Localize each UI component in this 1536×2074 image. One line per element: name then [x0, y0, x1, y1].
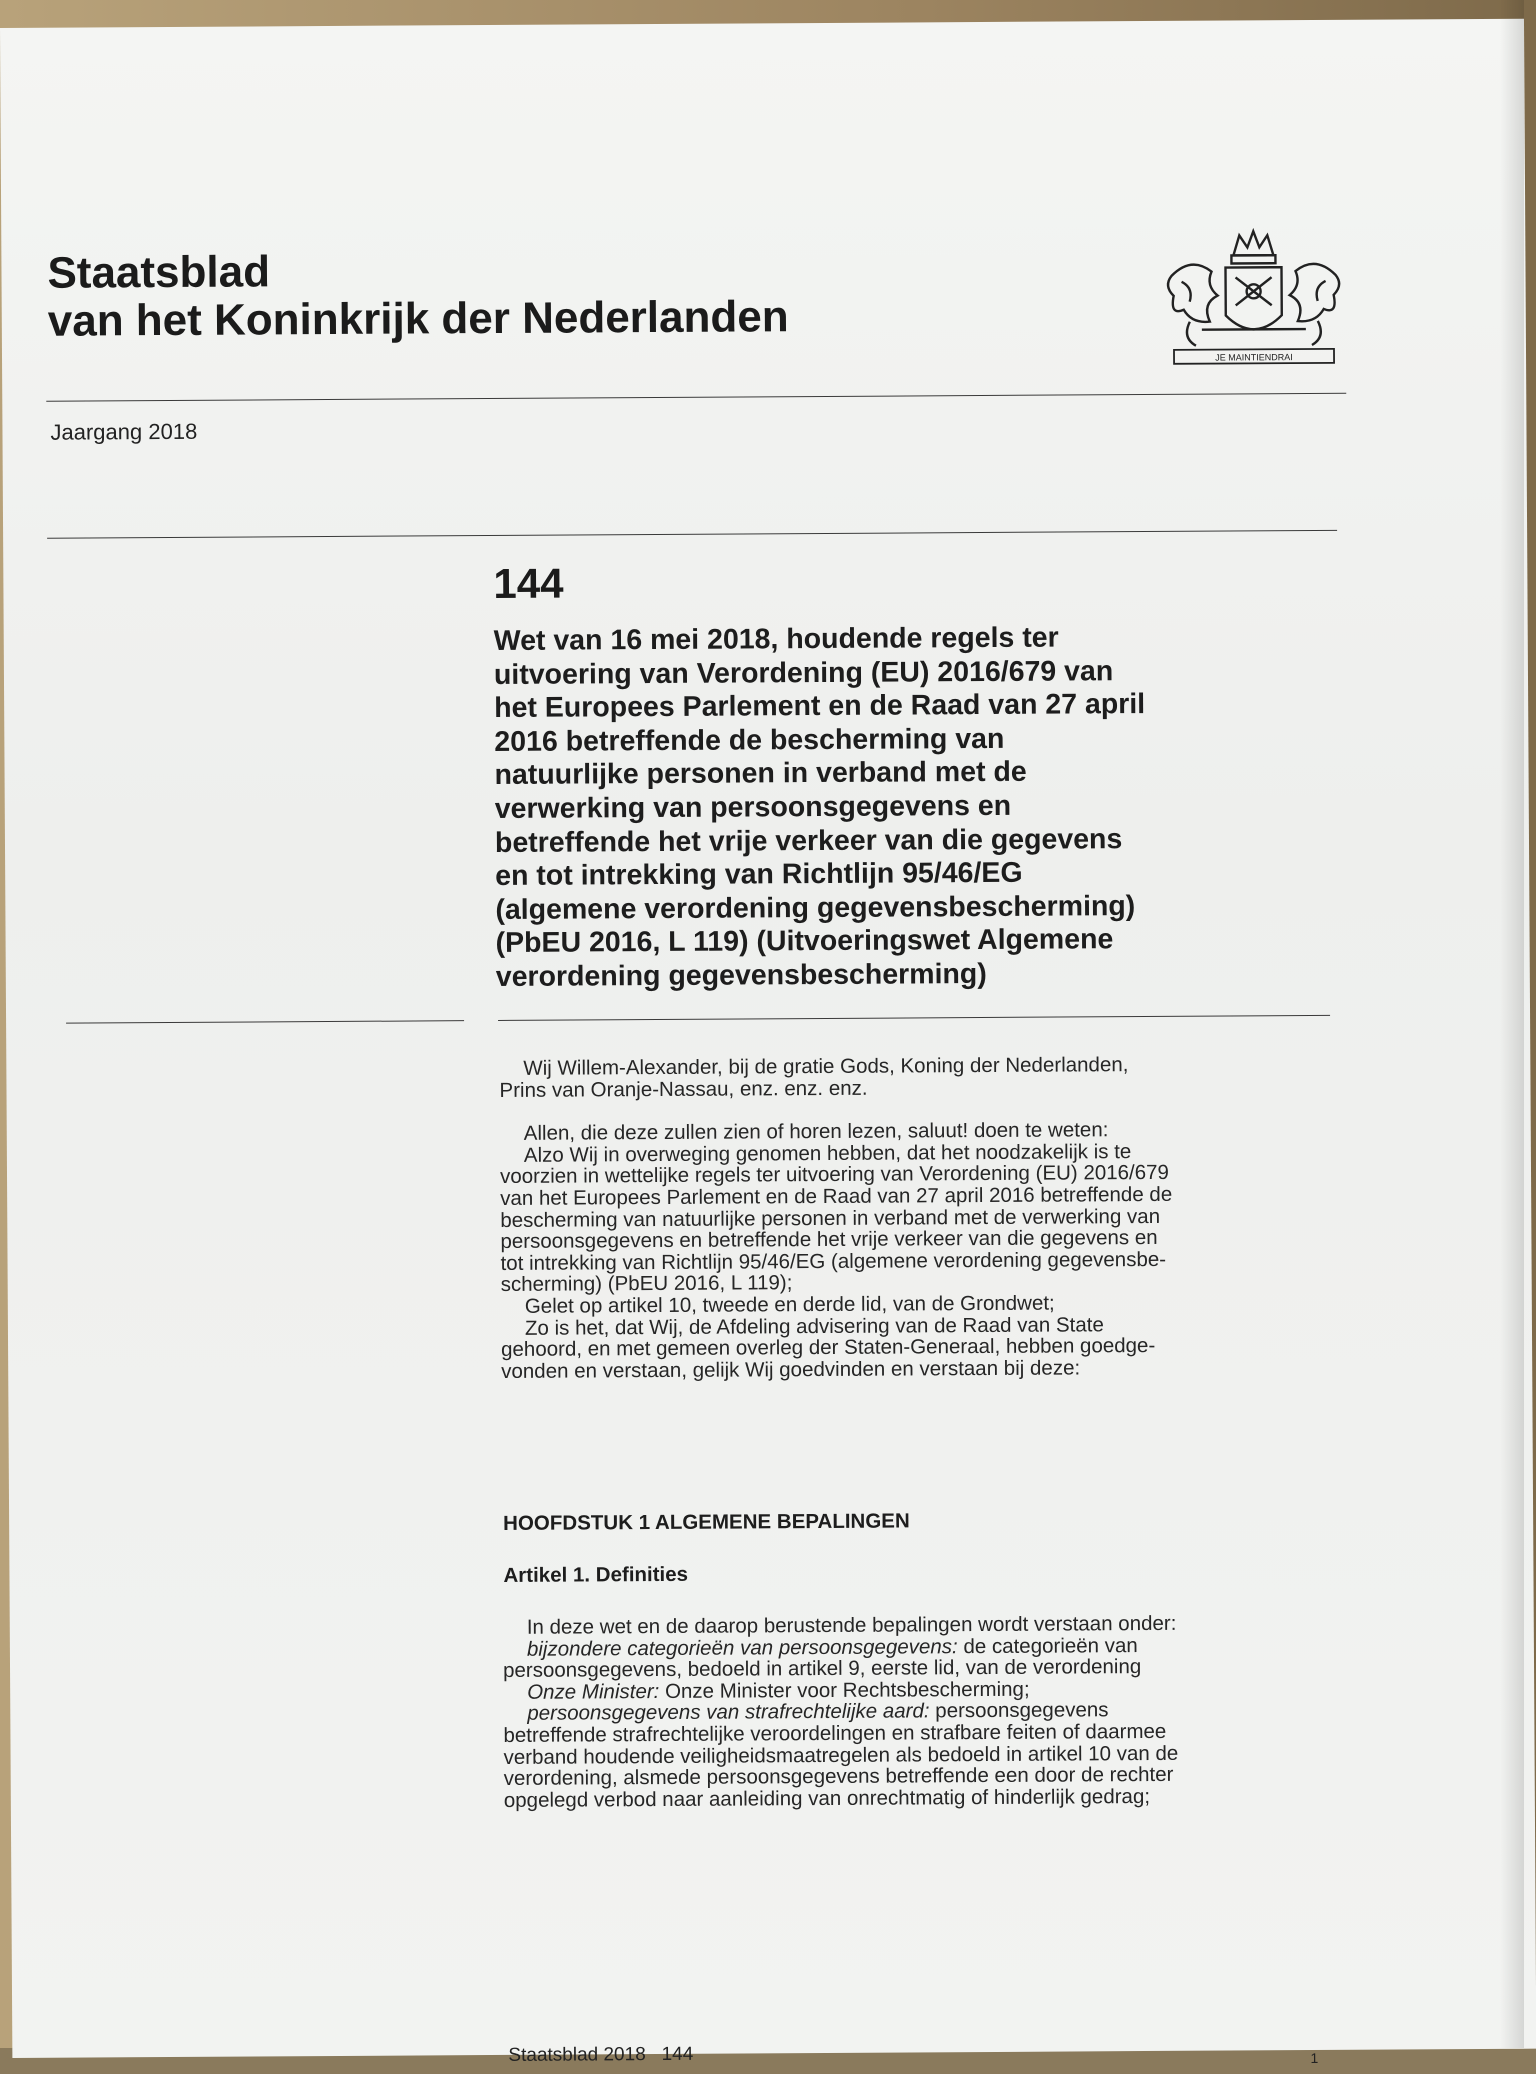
law-number: 144 [493, 559, 564, 607]
definition-term: Onze Minister: [527, 1679, 660, 1704]
publication-title-line1: Staatsblad [47, 247, 271, 298]
volume-year: Jaargang 2018 [50, 418, 198, 445]
definitions-intro: In deze wet en de daarop berustende bepalingen wordt verstaan onder: [526, 1611, 1177, 1639]
publication-title-line2: van het Koninkrijk der Nederlanden [47, 292, 789, 346]
law-title-line: verwerking van persoonsgegevens en [494, 789, 1012, 825]
definition-line: betreffende strafrechtelijke veroordelingen en strafbare feiten of daarmee [503, 1719, 1167, 1747]
definition-line: verordening, alsmede persoonsgegevens betreffende een door de rechter [503, 1763, 1174, 1791]
title-rule-right [498, 1015, 1330, 1021]
definition-line: bijzondere categorieën van persoonsgegevens: de categorieën van [526, 1633, 1138, 1661]
preamble-line: tot intrekking van Richtlijn 95/46/EG (algemene verordening gegevensbe- [500, 1247, 1167, 1275]
preamble [499, 1053, 1341, 1382]
law-title-line: (PbEU 2016, L 119) (Uitvoeringswet Algemene [495, 923, 1114, 960]
law-title-line: en tot intrekking van Richtlijn 95/46/EG [495, 856, 1023, 893]
section-rule [47, 530, 1337, 539]
header-rule [46, 393, 1346, 402]
title-rule-left [66, 1020, 464, 1023]
law-title-line: (algemene verordening gegevensbescherming) [495, 889, 1136, 926]
crest-motto: JE MAINTIENDRAI [1215, 352, 1293, 363]
preamble-line: Allen, die deze zullen zien of horen lezen, saluut! doen te weten: [523, 1118, 1109, 1146]
law-title-line: uitvoering van Verordening (EU) 2016/679 van [493, 654, 1114, 691]
law-title-line: natuurlijke personen in verband met de [494, 756, 1027, 792]
definitions [503, 1612, 1344, 1811]
preamble-line: van het Europees Parlement en de Raad van 27 april 2016 betreffende de [500, 1182, 1173, 1210]
chapter-heading: HOOFDSTUK 1 ALGEMENE BEPALINGEN [503, 1509, 910, 1535]
law-title-line: Wet van 16 mei 2018, houdende regels ter [493, 621, 1059, 657]
preamble-line: Gelet op artikel 10, tweede en derde lid, van de Grondwet; [524, 1291, 1055, 1318]
publication-title [47, 245, 788, 346]
law-title-line: het Europees Parlement en de Raad van 27 april [494, 688, 1146, 725]
definition-line: Onze Minister: Onze Minister voor Rechtsbescherming; [527, 1677, 1030, 1704]
preamble-line: voorzien in wettelijke regels ter uitvoering van Verordening (EU) 2016/679 [499, 1161, 1169, 1189]
definition-line: persoonsgegevens, bedoeld in artikel 9, eerste lid, van de verordening [502, 1655, 1142, 1683]
definition-line: verband houdende veiligheidsmaatregelen als bedoeld in artikel 10 van de [503, 1741, 1179, 1769]
definition-term: persoonsgegevens van strafrechtelijke aard: [527, 1699, 930, 1726]
royal-coat-of-arms-icon [1161, 225, 1346, 376]
preamble-line: gehoord, en met gemeen overleg der Staten-Generaal, hebben goedge- [501, 1334, 1156, 1362]
definition-term: bijzondere categorieën van persoonsgegevens: [526, 1634, 958, 1661]
preamble-line: Wij Willem-Alexander, bij de gratie Gods, Koning der Nederlanden, [523, 1053, 1129, 1080]
preamble-line: Alzo Wij in overweging genomen hebben, dat het noodzakelijk is te [523, 1139, 1132, 1167]
preamble-line: scherming) (PbEU 2016, L 119); [500, 1271, 793, 1297]
definition-line: persoonsgegevens van strafrechtelijke aard: persoonsgegevens [527, 1698, 1109, 1726]
preamble-line: persoonsgegevens en betreffende het vrije verkeer van die gegevens en [500, 1226, 1158, 1254]
page-edge-shadow [1500, 0, 1524, 2048]
law-title-line: betreffende het vrije verkeer van die gegevens [494, 822, 1123, 859]
page-number: 1 [1310, 2049, 1319, 2067]
preamble-line: bescherming van natuurlijke personen in verband met de verwerking van [500, 1204, 1161, 1232]
preamble-line: Zo is het, dat Wij, de Afdeling advisering van de Raad van State [524, 1312, 1104, 1340]
law-title-line: verordening gegevensbescherming) [495, 957, 987, 993]
preamble-line: vonden en verstaan, gelijk Wij goedvinden en verstaan bij deze: [501, 1356, 1081, 1383]
preamble-line: Prins van Oranje-Nassau, enz. enz. enz. [499, 1076, 868, 1102]
law-title [494, 620, 1336, 995]
document-page [0, 19, 1536, 2067]
law-title-line: 2016 betreffende de bescherming van [494, 722, 1005, 758]
article-heading: Artikel 1. Definities [503, 1562, 689, 1587]
page-footer: Staatsblad 2018 144 [508, 2043, 694, 2066]
definition-line: opgelegd verbod naar aanleiding van onrechtmatig of hinderlijk gedrag; [503, 1784, 1151, 1812]
